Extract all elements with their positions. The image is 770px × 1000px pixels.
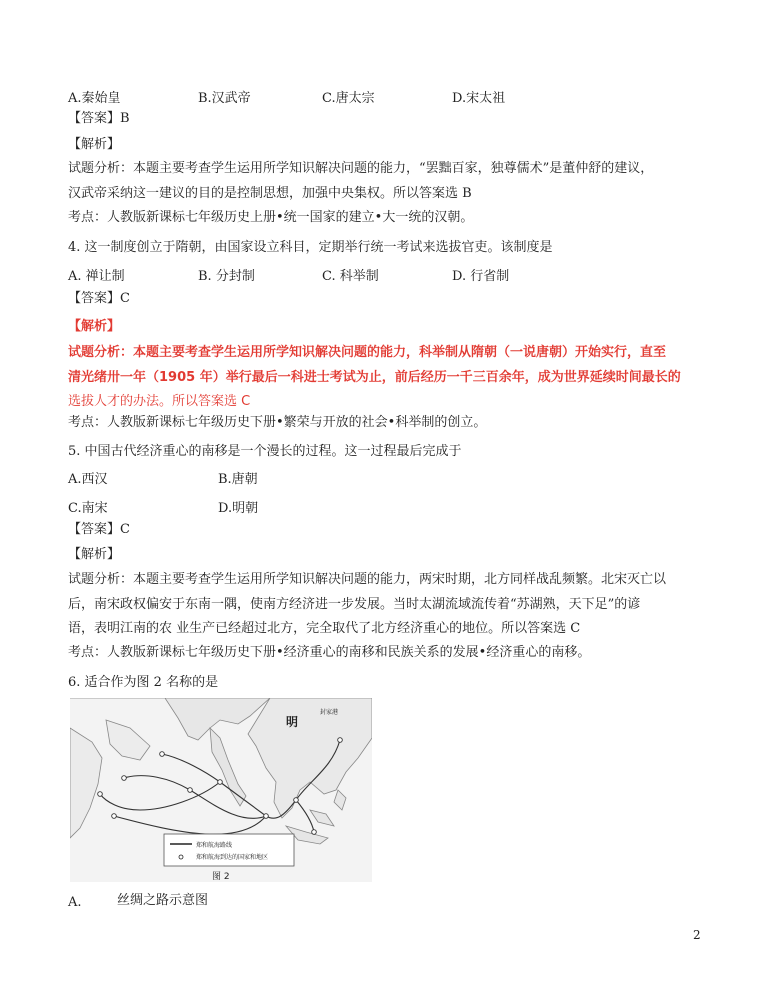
- q3-option-c: C.唐太宗: [322, 91, 375, 106]
- q4-stem: 4. 这一制度创立于隋朝，由国家设立科目，定期举行统一考试来选拔官吏。该制度是: [68, 240, 553, 255]
- q3-option-b: B.汉武帝: [198, 91, 251, 106]
- q5-analysis-line-1: 试题分析：本题主要考查学生运用所学知识解决问题的能力，两宋时期，北方同样战乱频繁。北宋灭亡以: [68, 572, 667, 587]
- map-drawing: [70, 698, 372, 882]
- q3-answer: 【答案】B: [68, 111, 130, 126]
- q4-analysis-line-3: 选拔人才的办法。所以答案选 C: [68, 394, 251, 409]
- map-label-ming: 明: [286, 715, 299, 729]
- q4-analysis-line-2: 清光绪卅一年（1905 年）举行最后一科进士考试为止，前后经历一千三百余年，成为世界延续时间最长的: [68, 370, 681, 385]
- q4-option-c: C. 科举制: [322, 269, 379, 284]
- q6-stem: 6. 适合作为图 2 名称的是: [68, 675, 219, 690]
- q5-stem: 5. 中国古代经济重心的南移是一个漫长的过程。这一过程最后完成于: [68, 444, 462, 459]
- q3-analysis-line-1: 试题分析：本题主要考查学生运用所学知识解决问题的能力，“罢黜百家，独尊儒术”是董仲舒的建议，: [68, 161, 654, 176]
- page-number: 2: [693, 928, 701, 942]
- q6-option-a-text: 丝绸之路示意图: [117, 893, 209, 908]
- q5-answer: 【答案】C: [68, 522, 130, 537]
- map-legend-box: [164, 834, 294, 866]
- q3-option-a: A.秦始皇: [68, 91, 121, 106]
- map-label-port: 封家港: [320, 709, 339, 716]
- q5-option-d: D.明朝: [218, 501, 259, 516]
- q5-kaodian: 考点：人教版新课标七年级历史下册•经济重心的南移和民族关系的发展•经济重心的南移。: [68, 645, 591, 660]
- q5-option-c: C.南宋: [68, 501, 108, 516]
- q3-jiexi: 【解析】: [68, 137, 121, 152]
- q4-option-d: D. 行省制: [452, 269, 510, 284]
- q4-option-b: B. 分封制: [198, 269, 255, 284]
- q4-analysis-line-1: 试题分析：本题主要考查学生运用所学知识解决问题的能力，科举制从隋朝（一说唐朝）开始实行，直至: [68, 345, 667, 360]
- legend-place-marker: [179, 855, 183, 859]
- legend-route-label: 郑和航海路线: [196, 842, 233, 849]
- q5-analysis-line-2: 后，南宋政权偏安于东南一隅，使南方经济进一步发展。当时太湖流域流传着“苏湖熟，天下足”的谚: [68, 597, 641, 612]
- q5-jiexi: 【解析】: [68, 547, 121, 562]
- q3-option-d: D.宋太祖: [452, 91, 506, 106]
- legend-place-label: 郑和航海到达的国家和地区: [196, 854, 269, 861]
- q4-kaodian: 考点：人教版新课标七年级历史下册•繁荣与开放的社会•科举制的创立。: [68, 415, 487, 430]
- q3-kaodian: 考点：人教版新课标七年级历史上册•统一国家的建立•大一统的汉朝。: [68, 210, 474, 225]
- q3-analysis-line-2: 汉武帝采纳这一建议的目的是控制思想，加强中央集权。所以答案选 B: [68, 186, 472, 201]
- q5-option-b: B.唐朝: [218, 472, 258, 487]
- q4-option-a: A. 禅让制: [68, 269, 125, 284]
- zheng-he-voyage-map: [70, 698, 372, 882]
- figure-caption: 图 2: [212, 872, 230, 882]
- q4-jiexi: 【解析】: [68, 319, 121, 334]
- q5-analysis-line-3: 语，表明江南的农 业生产已经超过北方，完全取代了北方经济重心的地位。所以答案选 C: [68, 621, 581, 636]
- q5-option-a: A.西汉: [68, 472, 108, 487]
- q4-answer: 【答案】C: [68, 291, 130, 306]
- q6-option-a-letter: A.: [68, 895, 82, 910]
